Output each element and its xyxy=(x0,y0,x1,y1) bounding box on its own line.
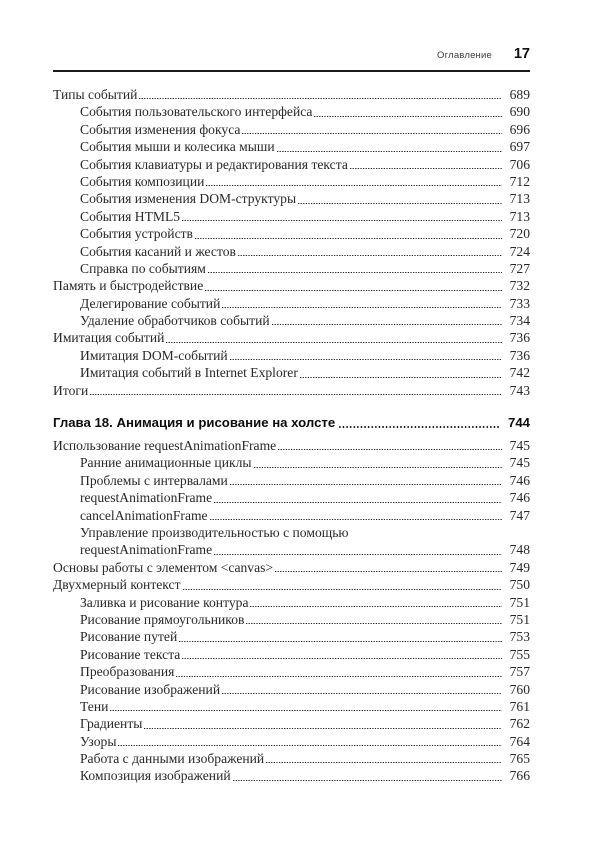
dot-leader xyxy=(110,698,502,715)
toc-entry-page-number: 762 xyxy=(509,716,530,732)
toc-entry-page-number: 753 xyxy=(509,629,530,645)
toc-entry-page-number: 713 xyxy=(509,191,530,207)
dot-leader xyxy=(179,628,502,645)
toc-entry-label: Композиция изображений xyxy=(80,768,231,784)
toc-entry-page-number: 736 xyxy=(509,347,530,363)
toc-entry[interactable] xyxy=(53,260,530,277)
toc-entry-page-number: 727 xyxy=(509,260,530,276)
toc-entry-label: События композиции xyxy=(80,173,205,189)
toc-entry-page-number: 706 xyxy=(509,156,530,172)
dot-leader xyxy=(230,347,502,364)
toc-entry-label: Градиенты xyxy=(80,716,143,732)
toc-entry-page-number: 742 xyxy=(509,365,530,381)
dot-leader xyxy=(214,541,502,558)
toc-entry-label-line2: requestAnimationFrame xyxy=(80,542,213,558)
toc-entry-page-number: 747 xyxy=(509,507,530,523)
toc-entry-page-number: 745 xyxy=(509,438,530,454)
dot-leader xyxy=(250,594,502,611)
toc-entry[interactable] xyxy=(53,103,530,120)
toc-entry-label: События HTML5 xyxy=(80,208,181,224)
toc-entry[interactable] xyxy=(53,121,530,138)
toc-entry-page-number: 736 xyxy=(509,330,530,346)
toc-section-top xyxy=(53,86,530,399)
toc-entry-page-number: 761 xyxy=(509,698,530,714)
dot-leader xyxy=(182,646,502,663)
toc-entry-label: Имитация DOM-событий xyxy=(80,347,228,363)
toc-entry[interactable] xyxy=(53,559,530,576)
dot-leader xyxy=(298,190,502,207)
toc-entry-label: Преобразования xyxy=(80,664,175,680)
toc-entry-page-number: 760 xyxy=(509,681,530,697)
toc-entry[interactable] xyxy=(53,698,530,715)
toc-section-after-chapter xyxy=(53,437,530,524)
running-head-title: Оглавление xyxy=(437,50,492,61)
dot-leader xyxy=(278,437,502,454)
dot-leader xyxy=(339,413,499,432)
toc-entry[interactable] xyxy=(53,681,530,698)
toc-entry[interactable] xyxy=(53,663,530,680)
dot-leader xyxy=(277,138,502,155)
dot-leader xyxy=(183,576,502,593)
toc-entry-page-number: 724 xyxy=(509,243,530,259)
dot-leader xyxy=(246,611,502,628)
dot-leader xyxy=(230,472,502,489)
toc-entry-page-number: 743 xyxy=(509,382,530,398)
toc-entry-page-number: 712 xyxy=(509,173,530,189)
table-of-contents xyxy=(53,86,530,785)
toc-entry[interactable] xyxy=(53,733,530,750)
toc-entry-label: События пользовательского интерфейса xyxy=(80,104,313,120)
toc-entry-label: События устройств xyxy=(80,226,193,242)
dot-leader xyxy=(118,733,502,750)
dot-leader xyxy=(139,86,502,103)
dot-leader xyxy=(166,329,502,346)
toc-entry-page-number: 751 xyxy=(509,611,530,627)
toc-entry-label: Работа с данными изображений xyxy=(80,751,265,767)
toc-entry[interactable] xyxy=(53,138,530,155)
dot-leader xyxy=(300,364,502,381)
toc-entry-label: События клавиатуры и редактирования текста xyxy=(80,156,348,172)
toc-entry-page-number: 766 xyxy=(509,768,530,784)
toc-chapter-page-number: 744 xyxy=(507,415,530,431)
toc-entry-page-number: 751 xyxy=(509,594,530,610)
toc-entry-label: Итоги xyxy=(53,382,89,398)
dot-leader xyxy=(233,767,502,784)
toc-entry-label: Память и быстродействие xyxy=(53,278,204,294)
toc-entry-label: Использование requestAnimationFrame xyxy=(53,438,277,454)
toc-entry[interactable] xyxy=(53,454,530,471)
toc-entry-page-number: 749 xyxy=(509,559,530,575)
dot-leader xyxy=(350,156,502,173)
toc-entry[interactable] xyxy=(53,576,530,593)
toc-entry[interactable] xyxy=(53,507,530,524)
dot-leader xyxy=(314,103,502,120)
toc-entry[interactable] xyxy=(53,646,530,663)
toc-entry-page-number: 757 xyxy=(509,664,530,680)
running-head xyxy=(53,46,530,62)
toc-entry[interactable] xyxy=(53,347,530,364)
dot-leader xyxy=(208,260,502,277)
dot-leader xyxy=(206,173,502,190)
toc-entry-wrapped[interactable] xyxy=(53,524,530,559)
dot-leader xyxy=(272,312,502,329)
toc-entry-page-number: 697 xyxy=(509,139,530,155)
toc-entry-label: Тени xyxy=(80,698,109,714)
toc-section-tail xyxy=(53,559,530,785)
toc-entry-page-number: 764 xyxy=(509,733,530,749)
toc-entry-label: Типы событий xyxy=(53,86,138,102)
toc-entry[interactable] xyxy=(53,329,530,346)
toc-entry-page-number: 690 xyxy=(509,104,530,120)
toc-entry-page-number: 746 xyxy=(509,490,530,506)
toc-entry[interactable] xyxy=(53,437,530,454)
toc-entry[interactable] xyxy=(53,190,530,207)
toc-entry-page-number: 745 xyxy=(509,455,530,471)
dot-leader xyxy=(214,489,502,506)
toc-entry-label: Проблемы с интервалами xyxy=(80,472,228,488)
toc-entry-page-number: 733 xyxy=(509,295,530,311)
toc-entry[interactable] xyxy=(53,628,530,645)
toc-entry-wrapped-last-line xyxy=(80,541,530,558)
dot-leader xyxy=(90,382,502,399)
toc-entry-label: События мыши и колесика мыши xyxy=(80,139,275,155)
dot-leader xyxy=(205,277,502,294)
toc-entry[interactable] xyxy=(53,277,530,294)
toc-entry-label: Узоры xyxy=(80,733,117,749)
dot-leader xyxy=(144,715,502,732)
toc-entry-page-number: 748 xyxy=(509,542,530,558)
toc-entry-page-number: 696 xyxy=(509,121,530,137)
toc-entry-label: Имитация событий в Internet Explorer xyxy=(80,365,298,381)
dot-leader xyxy=(222,681,502,698)
toc-entry[interactable] xyxy=(53,173,530,190)
toc-entry-page-number: 689 xyxy=(509,86,530,102)
toc-entry[interactable] xyxy=(53,156,530,173)
dot-leader xyxy=(195,225,502,242)
dot-leader xyxy=(275,559,502,576)
toc-entry[interactable] xyxy=(53,382,530,399)
toc-entry-label: События касаний и жестов xyxy=(80,243,236,259)
toc-entry[interactable] xyxy=(53,312,530,329)
toc-entry-page-number: 755 xyxy=(509,646,530,662)
dot-leader xyxy=(266,750,502,767)
toc-entry[interactable] xyxy=(53,243,530,260)
toc-entry-label: Делегирование событий xyxy=(80,295,221,311)
toc-entry-label: Двухмерный контекст xyxy=(53,577,181,593)
toc-entry-label-line1: Управление производительностью с помощью xyxy=(80,524,349,540)
toc-entry[interactable] xyxy=(53,225,530,242)
dot-leader xyxy=(222,295,502,312)
toc-entry[interactable] xyxy=(53,295,530,312)
toc-entry-label: Заливка и рисование контура xyxy=(80,594,249,610)
toc-entry[interactable] xyxy=(53,86,530,103)
toc-entry-label: Рисование прямоугольников xyxy=(80,611,245,627)
toc-entry-page-number: 765 xyxy=(509,751,530,767)
toc-entry[interactable] xyxy=(53,364,530,381)
toc-entry[interactable] xyxy=(53,767,530,784)
toc-entry[interactable] xyxy=(53,750,530,767)
toc-entry-page-number: 713 xyxy=(509,208,530,224)
toc-entry-label: События изменения DOM-структуры xyxy=(80,191,297,207)
toc-entry[interactable] xyxy=(53,594,530,611)
toc-entry-label: Имитация событий xyxy=(53,330,165,346)
dot-leader xyxy=(210,507,502,524)
toc-entry-label: События изменения фокуса xyxy=(80,121,241,137)
toc-entry-page-number: 746 xyxy=(509,472,530,488)
toc-entry[interactable] xyxy=(53,489,530,506)
dot-leader xyxy=(182,208,502,225)
toc-entry[interactable] xyxy=(53,715,530,732)
dot-leader xyxy=(238,243,502,260)
toc-entry-label: Ранние анимационные циклы xyxy=(80,455,252,471)
toc-chapter-heading[interactable] xyxy=(53,413,530,432)
toc-entry-page-number: 720 xyxy=(509,226,530,242)
dot-leader xyxy=(254,454,502,471)
toc-entry-label: Основы работы с элементом <canvas> xyxy=(53,559,274,575)
toc-entry-page-number: 734 xyxy=(509,313,530,329)
toc-chapter-label: Глава 18. Анимация и рисование на холсте xyxy=(53,415,336,431)
dot-leader xyxy=(176,663,502,680)
dot-leader xyxy=(242,121,502,138)
toc-entry[interactable] xyxy=(53,208,530,225)
toc-entry-label: Справка по событиям xyxy=(80,260,206,276)
toc-entry-label: Рисование текста xyxy=(80,646,181,662)
toc-chapter-slot xyxy=(53,413,530,432)
toc-entry-label: Рисование изображений xyxy=(80,681,221,697)
toc-entry-label: requestAnimationFrame xyxy=(80,490,213,506)
toc-entry[interactable] xyxy=(53,611,530,628)
toc-entry-label: cancelAnimationFrame xyxy=(80,507,208,523)
toc-wrapped-entry-slot xyxy=(53,524,530,559)
header-rule-divider xyxy=(53,70,530,72)
toc-entry-label: Удаление обработчиков событий xyxy=(80,313,270,329)
toc-entry-label: Рисование путей xyxy=(80,629,178,645)
page-folio-number: 17 xyxy=(513,46,530,62)
toc-entry[interactable] xyxy=(53,472,530,489)
toc-entry-page-number: 732 xyxy=(509,278,530,294)
toc-entry-page-number: 750 xyxy=(509,577,530,593)
